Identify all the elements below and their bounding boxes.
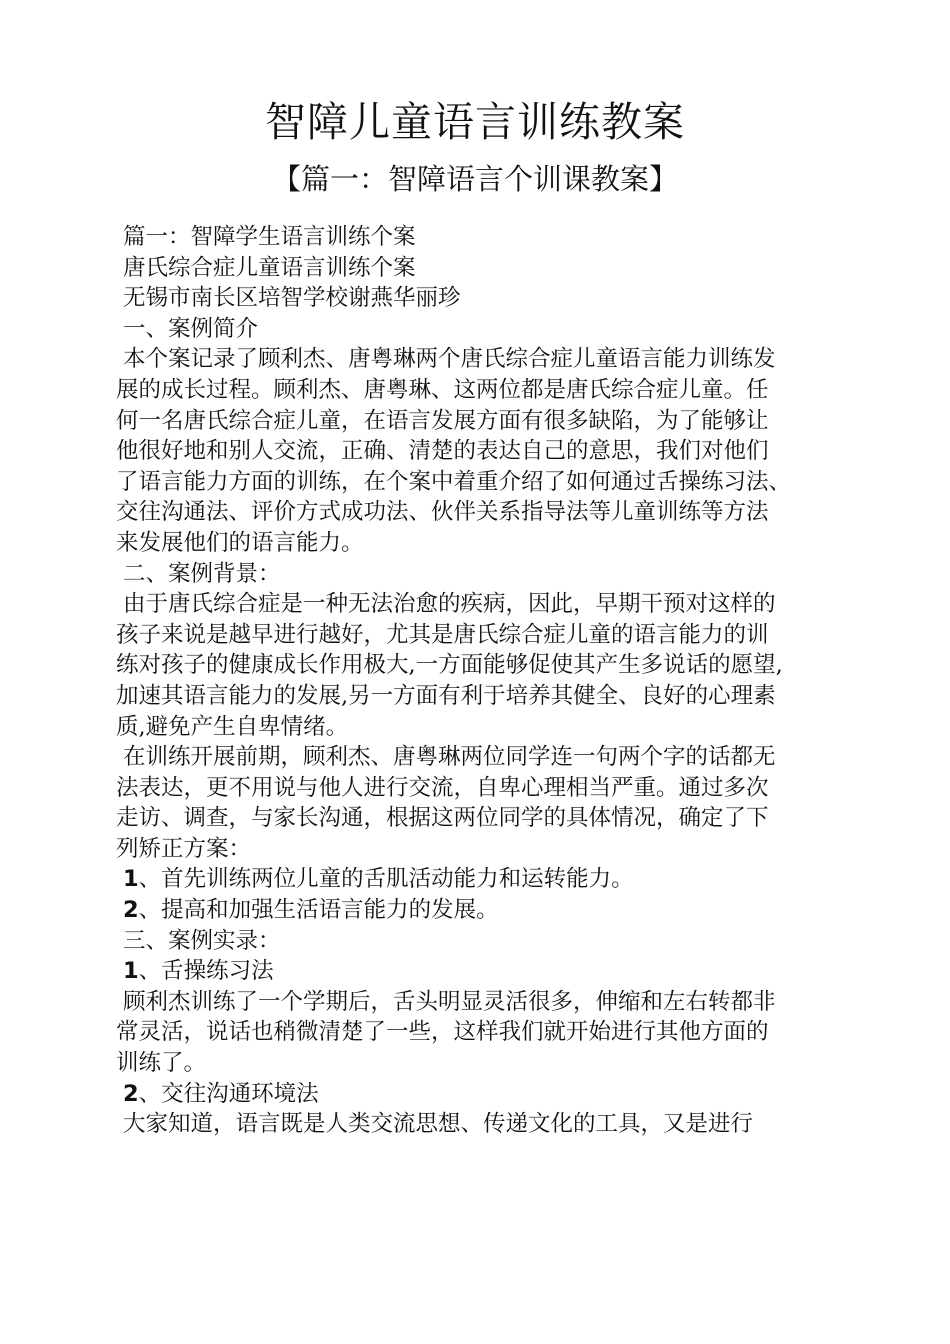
paragraph-line: 展的成长过程。顾利杰、唐粤琳、这两位都是唐氏综合症儿童。任 xyxy=(116,376,769,403)
paragraph-line: 在训练开展前期，顾利杰、唐粤琳两位同学连一句两个字的话都无 xyxy=(123,744,776,771)
list-item xyxy=(116,895,866,926)
list-item-text: 、舌操练习法 xyxy=(138,958,274,985)
list-number: 1 xyxy=(123,958,139,985)
section-heading: 篇一：智障学生语言训练个案 xyxy=(123,224,416,250)
list-item-text: 、首先训练两位儿童的舌肌活动能力和运转能力。 xyxy=(138,866,634,893)
list-item xyxy=(116,956,866,987)
document-title: 智障儿童语言训练教案 xyxy=(265,98,685,146)
paragraph-line: 常灵活，说话也稍微清楚了一些，这样我们就开始进行其他方面的 xyxy=(116,1019,769,1046)
paragraph-line: 练对孩子的健康成长作用极大,一方面能够促使其产生多说话的愿望, xyxy=(116,652,783,679)
paragraph-line: 训练了。 xyxy=(116,1050,207,1077)
paragraph-line: 顾利杰训练了一个学期后，舌头明显灵活很多，伸缩和左右转都非 xyxy=(123,988,776,1015)
paragraph-line: 质,避免产生自卑情绪。 xyxy=(116,713,349,740)
paragraph-line: 走访、调查，与家长沟通，根据这两位同学的具体情况，确定了下 xyxy=(116,805,769,832)
section-heading: 三、案例实录： xyxy=(123,927,281,954)
document-body xyxy=(116,222,866,1140)
list-number: 2 xyxy=(123,1080,139,1107)
list-item xyxy=(116,864,866,895)
paragraph-line: 孩子来说是越早进行越好，尤其是唐氏综合症儿童的语言能力的训 xyxy=(116,621,769,648)
section-heading: 一、案例简介 xyxy=(123,315,259,342)
paragraph-line: 交往沟通法、评价方式成功法、伙伴关系指导法等儿童训练等方法 xyxy=(116,499,769,526)
document-subtitle: 【篇一：智障语言个训课教案】 xyxy=(271,162,678,196)
case-title: 唐氏综合症儿童语言训练个案 xyxy=(123,254,416,281)
paragraph-line: 何一名唐氏综合症儿童，在语言发展方面有很多缺陷，为了能够让 xyxy=(116,407,769,434)
list-item-text: 、交往沟通环境法 xyxy=(138,1080,319,1107)
paragraph-line: 来发展他们的语言能力。 xyxy=(116,529,364,556)
paragraph-line: 加速其语言能力的发展,另一方面有利于培养其健全、良好的心理素 xyxy=(116,682,776,709)
list-number: 1 xyxy=(123,866,139,893)
list-item-text: 、提高和加强生活语言能力的发展。 xyxy=(138,897,499,924)
list-item xyxy=(116,1079,866,1110)
paragraph-line: 了语言能力方面的训练，在个案中着重介绍了如何通过舌操练习法、 xyxy=(116,468,792,495)
author-line: 无锡市南长区培智学校谢燕华丽珍 xyxy=(123,285,461,312)
paragraph-line: 本个案记录了顾利杰、唐粤琳两个唐氏综合症儿童语言能力训练发 xyxy=(123,346,776,373)
paragraph-line: 法表达，更不用说与他人进行交流，自卑心理相当严重。通过多次 xyxy=(116,774,769,801)
paragraph-line: 大家知道，语言既是人类交流思想、传递文化的工具，又是进行 xyxy=(123,1111,754,1138)
paragraph-line: 他很好地和别人交流，正确、清楚的表达自己的意思，我们对他们 xyxy=(116,438,769,465)
paragraph-line: 列矫正方案： xyxy=(116,835,252,862)
paragraph-line: 由于唐氏综合症是一种无法治愈的疾病，因此，早期干预对这样的 xyxy=(123,591,776,618)
section-heading: 二、案例背景： xyxy=(123,560,281,587)
list-number: 2 xyxy=(123,897,139,924)
